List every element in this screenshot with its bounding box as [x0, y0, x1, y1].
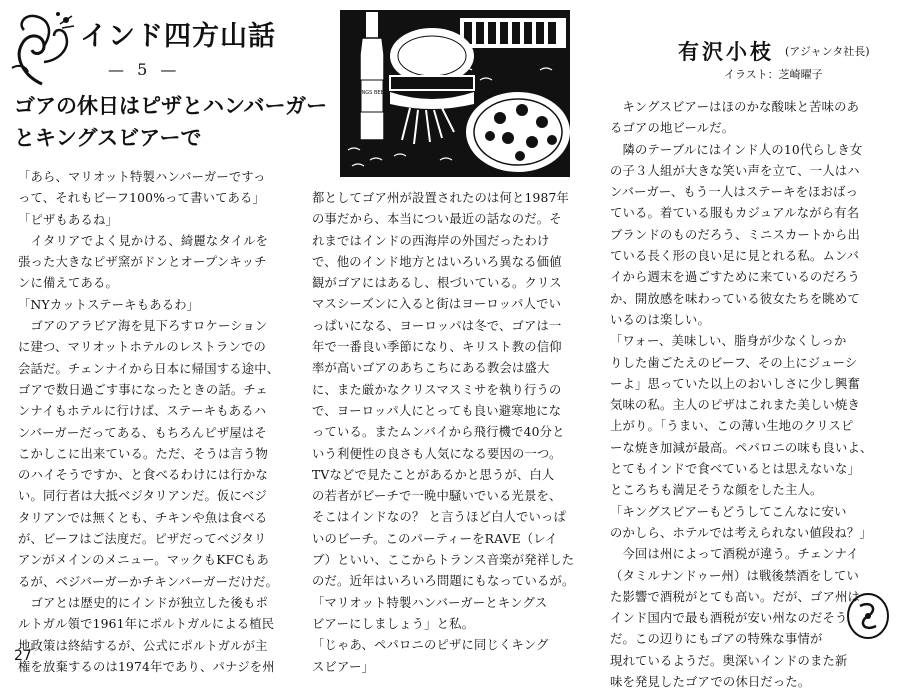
text-column-2: [312, 188, 600, 678]
text-line: りした歯ごたえのビーフ、その上にジューシ: [610, 355, 858, 370]
article-headline: [14, 90, 334, 154]
headline-line-1: ゴアの休日はピザとハンバーガー: [14, 94, 328, 118]
text-line: ゴアとは歴史的にインドが独立した後もポ: [18, 595, 268, 610]
text-line: 「ピザもあるね」: [18, 212, 118, 227]
text-line: 都としてゴア州が設置されたのは何と1987年: [312, 191, 570, 205]
text-line: インド国内で最も酒税が安い州なのだそう: [610, 611, 848, 626]
text-line: 隣のテーブルにはインド人の10代らしき女: [610, 142, 863, 157]
text-line: の事だから、本当につい最近の話なのだ。そ: [312, 212, 562, 227]
text-line: で、ヨーロッパ人にとっても良い避寒地にな: [312, 403, 562, 418]
text-line: TVなどで見たことがあるかと思うが、白人: [312, 467, 555, 482]
text-line: ンに備えてある。: [18, 276, 118, 291]
text-line: に建つ、マリオットホテルのレストランでの: [18, 340, 266, 355]
text-line: か、開放感を味わっている彼女たちを眺めて: [610, 291, 860, 306]
text-line: のかしら、ホテルでは考えられない値段ね？」: [610, 525, 872, 540]
text-line: ーな焼き加減が最高。ペパロニの味も良いよ、: [610, 440, 873, 455]
text-line: 上がり。「うまい、この薄い生地のクリスピ: [610, 419, 854, 434]
text-line: 率が高いゴアのあちこちにある教会は盛大: [312, 361, 550, 376]
text-line: 会話だ。チェンナイから日本に帰国する途中、: [18, 361, 280, 376]
text-line: の子３人組が大きな笑い声を立て、一人はハ: [610, 163, 860, 178]
headline-line-2: とキングスビアーで: [14, 126, 202, 150]
text-line: 張った大きなピザ窯がドンとオープンキッチ: [18, 255, 267, 270]
text-line: 観がゴアにはあるし、根づいている。クリス: [312, 276, 562, 291]
text-line: 「あら、マリオット特製ハンバーガーですっ: [18, 170, 266, 184]
text-line: 「NYカットステーキもあるわ」: [18, 297, 200, 312]
text-line: っぱいになる、ヨーロッパは冬で、ゴアは一: [312, 318, 562, 333]
text-line: って、それもビーフ100%って書いてある」: [18, 191, 266, 206]
text-line: 気味の私。主人のピザはこれまた美しい焼き: [610, 398, 860, 413]
text-line: こかしこに出来ている。ただ、そうは言う物: [18, 446, 268, 461]
text-line: アンがメインのメニュー。マックもKFCもあ: [18, 553, 269, 568]
text-line: いのビーチ。このパーティーをRAVE（レイ: [312, 531, 558, 546]
illustrator-credit: イラスト：芝崎曜子: [724, 68, 823, 81]
text-line: キングスビアーはほのかな酸味と苦味のあ: [610, 100, 860, 114]
text-line: いう利便性の良さも人気になる要因の一つ。: [312, 446, 562, 461]
bottle-label: KINGS BEER: [356, 90, 388, 96]
series-number: — 5 —: [108, 60, 181, 79]
text-line: ている長く形の良い足に見とれる私。ムンバ: [610, 249, 860, 264]
text-line: が、ビーフはご法度だ。ピザだってベジタリ: [18, 532, 267, 547]
text-line: ンバーガーだってある、もちろんピザ屋はそ: [18, 425, 267, 440]
text-line: のだ。近年はいろいろ問題にもなっているが。: [312, 574, 575, 589]
text-column-1: [18, 167, 300, 678]
text-line: とてもインドで食べているとは思えないな」: [610, 462, 860, 477]
text-line: ブ）といい、ここからトランス音楽が発祥した: [312, 553, 575, 568]
text-line: っている。またムンバイから飛行機で40分と: [312, 425, 565, 440]
text-line: ている。着ている服もカジュアルながら有名: [610, 206, 860, 221]
text-line: イから週末を過ごすために来ているのだろう: [610, 270, 860, 285]
text-line: 権を放棄するのは1974年であり、パナジを州: [18, 659, 275, 674]
text-line: だ。この辺りにもゴアの特殊な事情が: [610, 632, 823, 647]
text-line: そこはインドなの？ と言うほど白人でいっぱ: [312, 510, 567, 525]
text-line: マスシーズンに入ると街はヨーロッパ人でい: [312, 297, 562, 312]
text-line: 「ワォー、美味しい、脂身が少なくしっか: [610, 334, 847, 349]
text-line: るが、ベジバーガーかチキンバーガーだけだ。: [18, 574, 279, 589]
flourish-ornament: [4, 10, 78, 88]
text-line: に、また厳かなクリスマスミサを執り行うの: [312, 382, 562, 397]
author-name: 有沢小枝: [678, 39, 774, 64]
text-line: 「マリオット特製ハンバーガーとキングス: [312, 595, 548, 610]
text-line: ーよ」思っていた以上のおいしさに少し興奮: [610, 376, 860, 391]
text-line: 今回は州によって酒税が違う。チェンナイ: [610, 547, 859, 562]
text-line: 現れているようだ。奥深いインドのまた新: [610, 653, 848, 668]
text-line: の若者がビーチで一晩中騒いでいる光景を、: [312, 489, 562, 504]
page-number: 27: [14, 648, 32, 664]
text-line: ブランドのものだろう、ミニスカートから出: [610, 227, 860, 242]
text-line: 地政策は終結するが、公式にポルトガルが主: [18, 638, 268, 653]
text-line: （タミルナンドゥー州）は戦後禁酒をしてい: [610, 568, 860, 583]
text-line: ンバーガー、もう一人はステーキをほおばっ: [610, 185, 859, 200]
text-line: い。同行者は大抵ベジタリアンだ。仮にベジ: [18, 489, 267, 504]
text-line: で、他のインド地方とはいろいろ異なる価値: [312, 254, 562, 269]
text-line: ンナイもホテルに行けば、ステーキもあるハ: [18, 404, 267, 419]
text-line: ビアーにしましょう」と私。: [312, 616, 475, 631]
text-line: 「キングスビアーもどうしてこんなに安い: [610, 504, 847, 519]
author-role: (アジャンタ社長): [785, 45, 870, 58]
text-line: 味を発見したゴアでの休日だった。: [610, 675, 811, 690]
food-illustration: [340, 10, 570, 177]
text-line: るゴアの地ビールだ。: [610, 121, 735, 136]
text-line: ルトガル領で1961年にポルトガルによる植民: [18, 617, 275, 632]
text-line: ところちも満足そうな顔をした主人。: [610, 483, 823, 498]
text-line: スビアー」: [312, 659, 375, 674]
text-line: タリアンでは無くとも、チキンや魚は食べる: [18, 510, 268, 525]
text-line: いるのは楽しい。: [610, 312, 710, 327]
text-line: 「じゃあ、ペパロニのピザに同じくキング: [312, 638, 549, 653]
text-line: のハイそうですか、と食べるわけには行かな: [18, 468, 268, 483]
series-title: インド四方山話: [80, 21, 276, 52]
text-line: ゴアで数日過ごす事になったときの話。チェ: [18, 382, 268, 397]
end-ornament: [844, 592, 892, 640]
text-line: 年で一番良い季節になり、キリスト教の信仰: [312, 340, 562, 355]
text-line: れまではインドの西海岸の外国だったわけ: [312, 233, 550, 248]
text-line: ゴアのアラビア海を見下ろすロケーション: [18, 319, 268, 334]
text-line: た影響で酒税がとても高い。だが、ゴア州は: [610, 589, 860, 604]
text-line: イタリアでよく見かける、綺麗なタイルを: [18, 233, 269, 248]
